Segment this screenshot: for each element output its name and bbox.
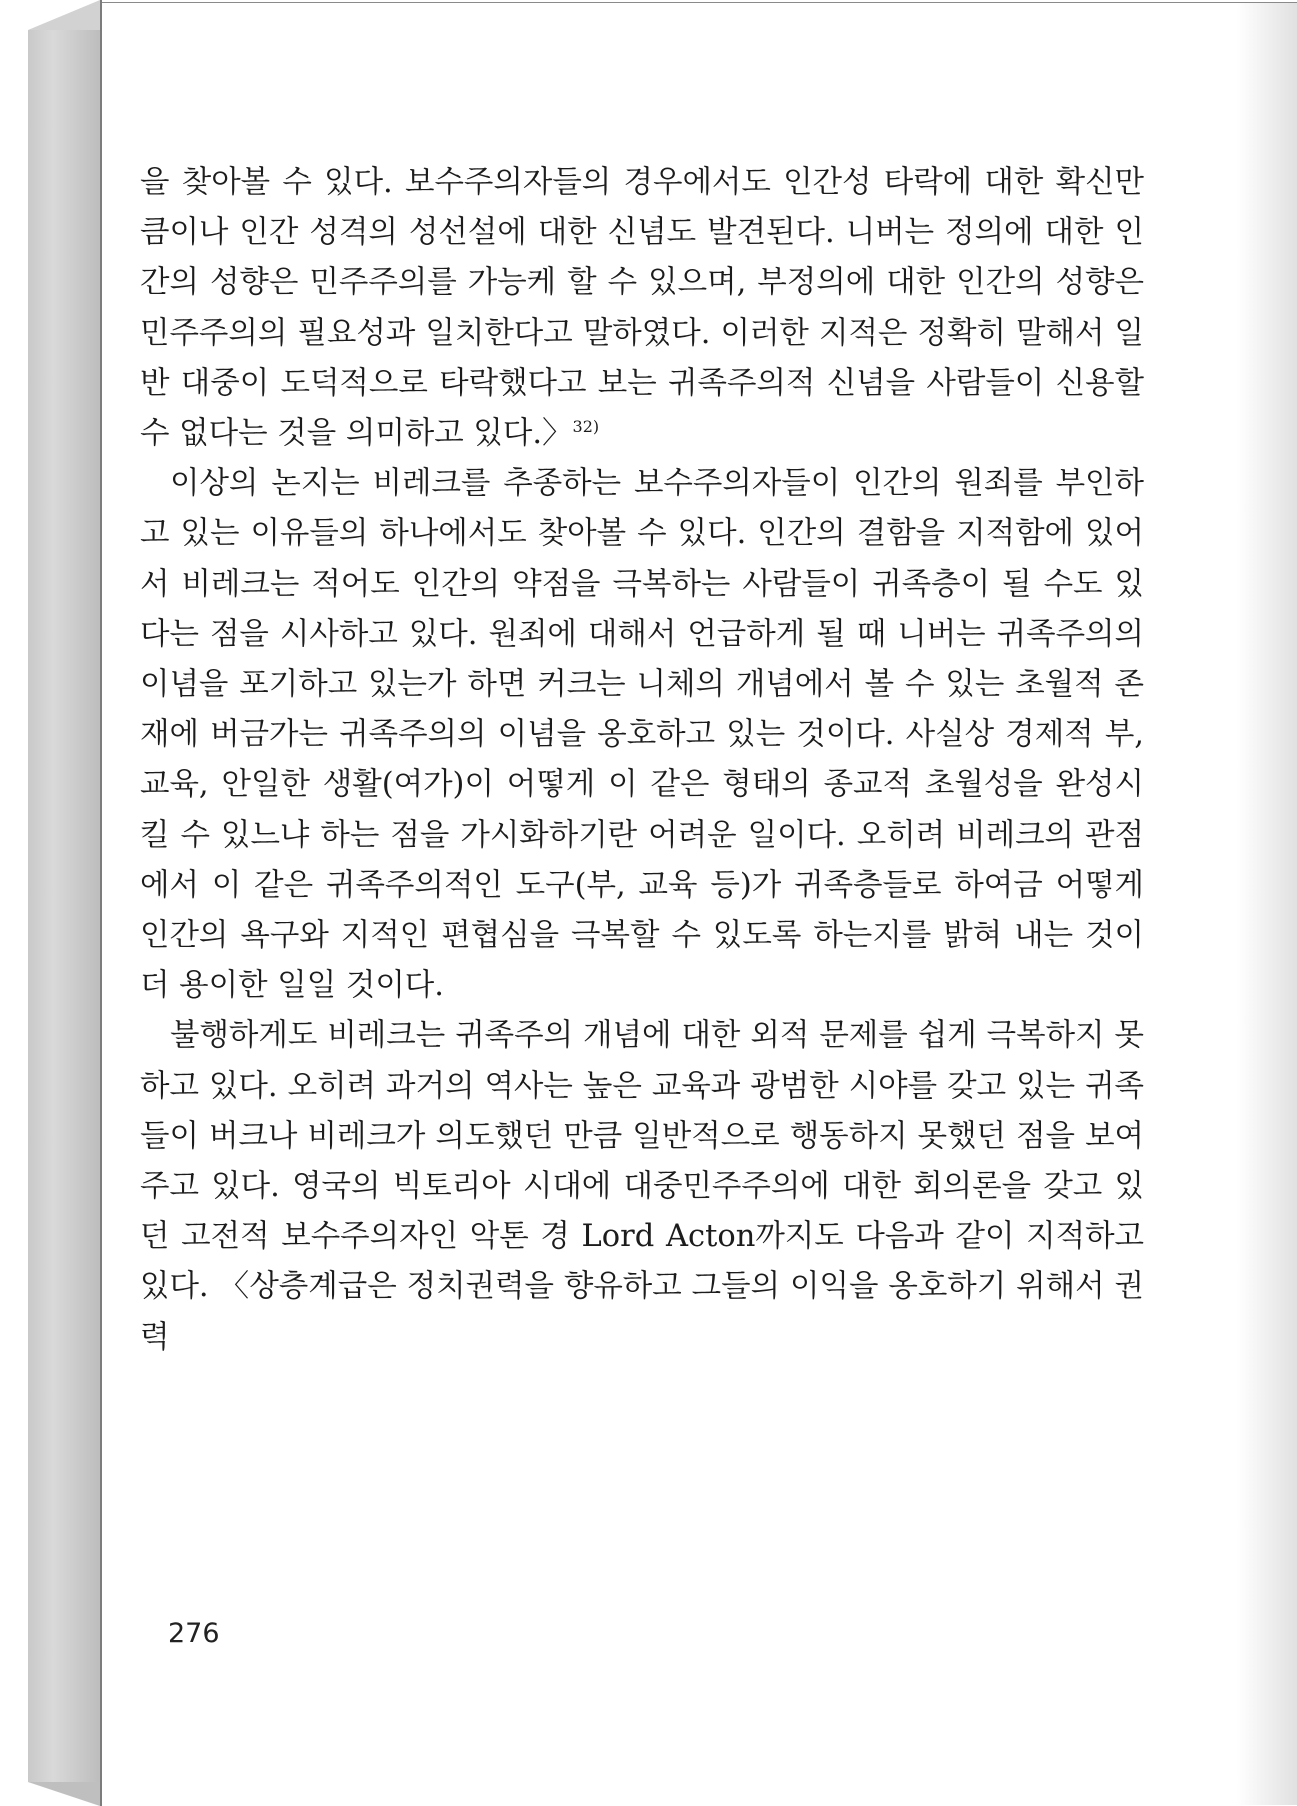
paragraph-2 xyxy=(140,459,1144,1011)
page-number: 276 xyxy=(168,1618,220,1649)
book-spine xyxy=(28,30,100,1782)
footnote-reference: 32) xyxy=(572,416,600,436)
paragraph-2-text: 이상의 논지는 비레크를 추종하는 보수주의자들이 인간의 원죄를 부인하고 있는 이유들의 하나에서도 찾아볼 수 있다. 인간의 결함을 지적함에 있어서 비레크는 적어도 인간의 약점을 극복하는 사람들이 귀족층이 될 수도 있다는 점을 시사하고 있다. 원죄에 대해서 언급하게 될 때 니버는 귀족주의의 이념을 포기하고 있는가 하면 커크는 니체의 개념에서 볼 수 있는 초월적 존재에 버금가는 귀족주의의 이념을 옹호하고 있는 것이다. 사실상 경제적 부, 교육, 안일한 생활(여가)이 어떻게 이 같은 형태의 종교적 초월성을 완성시킬 수 있느냐 하는 점을 가시화하기란 어려운 일이다. 오히려 비레크의 관점에서 이 같은 귀족주의적인 도구(부, 교육 등)가 귀족층들로 하여금 어떻게 인간의 욕구와 지적인 편협심을 극복할 수 있도록 하는지를 밝혀 내는 것이 더 용이한 일일 것이다. xyxy=(140,466,1144,1004)
paragraph-3-text: 불행하게도 비레크는 귀족주의 개념에 대한 외적 문제를 쉽게 극복하지 못하고 있다. 오히려 과거의 역사는 높은 교육과 광범한 시야를 갖고 있는 귀족들이 버크나 비레크가 의도했던 만큼 일반적으로 행동하지 못했던 점을 보여 주고 있다. 영국의 빅토리아 시대에 대중민주주의에 대한 회의론을 갖고 있던 고전적 보수주의자인 악톤 경 Lord Acton까지도 다음과 같이 지적하고 있다. 〈상층계급은 정치권력을 향유하고 그들의 이익을 옹호하기 위해서 권력 xyxy=(140,1018,1144,1355)
paragraph-1-text: 을 찾아볼 수 있다. 보수주의자들의 경우에서도 인간성 타락에 대한 확신만큼이나 인간 성격의 성선설에 대한 신념도 발견된다. 니버는 정의에 대한 인간의 성향은 민주주의를 가능케 할 수 있으며, 부정의에 대한 인간의 성향은 민주주의의 필요성과 일치한다고 말하였다. 이러한 지적은 정확히 말해서 일반 대중이 도덕적으로 타락했다고 보는 귀족주의적 신념을 사람들이 신용할 수 없다는 것을 의미하고 있다.〉 xyxy=(140,165,1144,452)
book-spine-bottom xyxy=(28,1782,100,1806)
page-shadow xyxy=(1237,3,1297,1805)
paragraph-3 xyxy=(140,1011,1144,1362)
book-spine-top xyxy=(28,0,100,30)
paragraph-1 xyxy=(140,158,1144,459)
page-body xyxy=(140,158,1144,1363)
